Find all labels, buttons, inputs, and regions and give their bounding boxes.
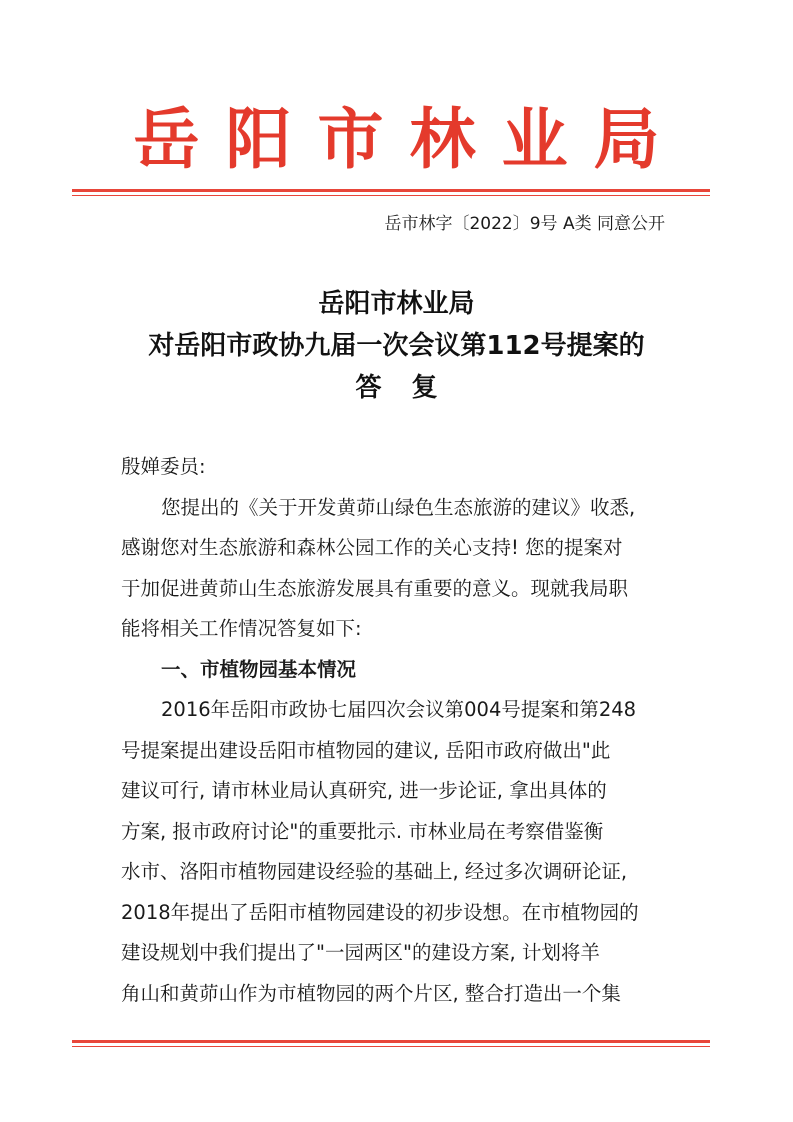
body-line: 建议可行, 请市林业局认真研究, 进一步论证, 拿出具体的 [121, 779, 607, 802]
salutation: 殷婵委员: [121, 455, 206, 478]
document-number: 岳市林字〔2022〕9号 A类 同意公开 [384, 214, 665, 234]
body-line: 方案, 报市政府讨论"的重要批示. 市林业局在考察借鉴衡 [121, 819, 604, 843]
letterhead-red-rule [72, 189, 710, 196]
body-line: 您提出的《关于开发黄茆山绿色生态旅游的建议》收悉, [161, 495, 636, 519]
body-line: 感谢您对生态旅游和森林公园工作的关心支持! 您的提案对 [121, 536, 623, 559]
footer-red-rule [72, 1040, 710, 1047]
body-line: 能将相关工作情况答复如下: [121, 617, 362, 640]
body-line: 角山和黄茆山作为市植物园的两个片区, 整合打造出一个集 [121, 981, 621, 1005]
title-line-2: 对岳阳市政协九届一次会议第112号提案的 [148, 331, 645, 361]
body-line: 号提案提出建设岳阳市植物园的建议, 岳阳市政府做出"此 [121, 738, 611, 762]
body-text [121, 447, 681, 1014]
letterhead-org-name: 岳阳市林业局 [133, 101, 686, 178]
body-line: 水市、洛阳市植物园建设经验的基础上, 经过多次调研论证, [121, 860, 628, 883]
body-line: 2018年提出了岳阳市植物园建设的初步设想。在市植物园的 [121, 900, 639, 924]
title-line-1: 岳阳市林业局 [318, 289, 475, 319]
section-heading: 一、市植物园基本情况 [161, 657, 357, 681]
body-line: 2016年岳阳市政协七届四次会议第004号提案和第248 [161, 698, 637, 721]
body-line: 建设规划中我们提出了"一园两区"的建设方案, 计划将羊 [121, 941, 600, 964]
title-line-3: 答复 [355, 373, 468, 403]
body-line: 于加促进黄茆山生态旅游发展具有重要的意义。现就我局职 [121, 576, 629, 600]
